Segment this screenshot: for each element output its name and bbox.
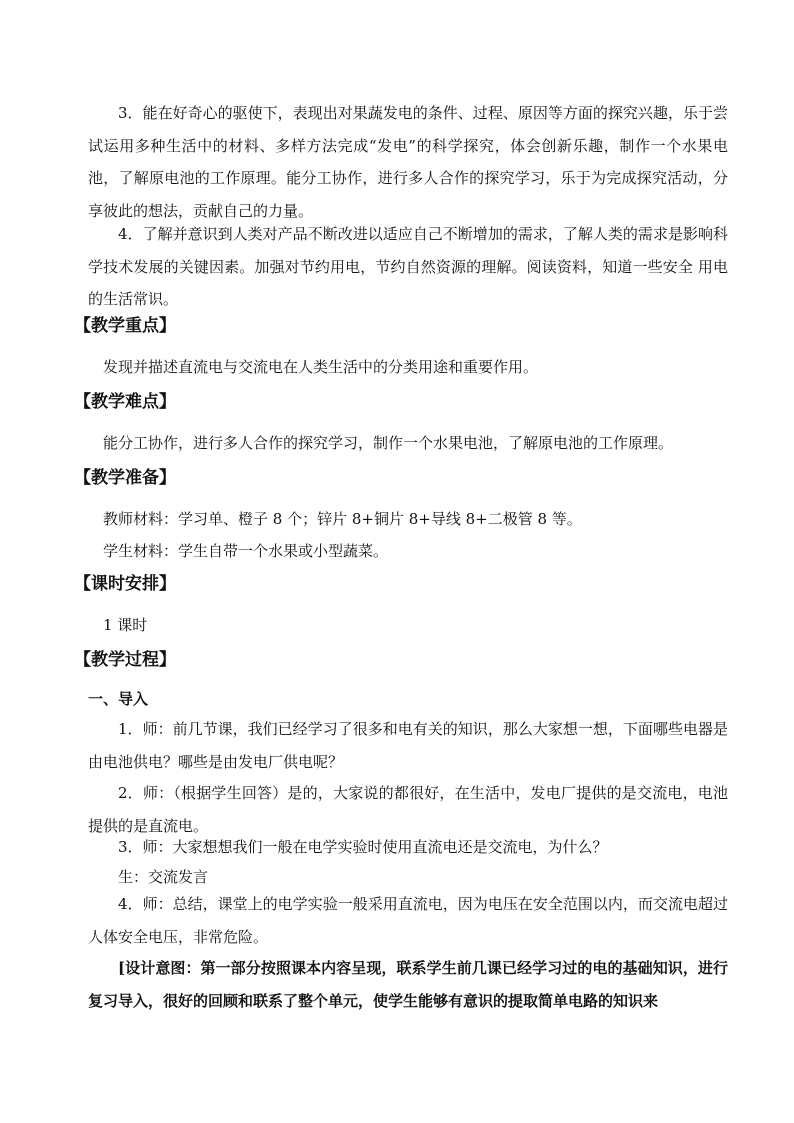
schedule-text: 1 课时 [103, 616, 148, 634]
student-response: 生：交流发言 [118, 868, 209, 886]
process-step-1: 1．师：前几节课，我们已经学习了很多和电有关的知识，那么大家想一想，下面哪些电器是由电池供电？哪些是由发电厂供电呢？ [88, 720, 728, 771]
objective-3: 3．能在好奇心的驱使下，表现出对果蔬发电的条件、过程、原因等方面的探究兴趣，乐于尝试运用多种生活中的材料、多样方法完成“发电”的科学探究，体会创新乐趣，制作一个水果电池，了解原电池的工作原理。能分工协作，进行多人合作的探究学习，乐于为完成探究活动，分享彼此的想法，贡献自己的力量。 [88, 104, 728, 220]
process-step-2: 2．师：（根据学生回答）是的，大家说的都很好，在生活中，发电厂提供的是交流电，电池提供的是直流电。 [88, 784, 728, 835]
process-step-3: 3．师：大家想想我们一般在电学实验时使用直流电还是交流电，为什么？ [118, 838, 608, 856]
objective-4: 4．了解并意识到人类对产品不断改进以适应自己不断增加的需求，了解人类的需求是影响科学技术发展的关键因素。加强对节约用电，节约自然资源的理解。阅读资料，知道一些安全 用电的生活常识。 [88, 225, 728, 308]
part1-title: 一、导入 [88, 690, 149, 708]
section-process-title: 【教学过程】 [74, 650, 176, 670]
section-preparation-title: 【教学准备】 [74, 468, 176, 488]
difficulties-text: 能分工协作，进行多人合作的探究学习，制作一个水果电池，了解原电池的工作原理。 [103, 434, 674, 452]
section-schedule-title: 【课时安排】 [74, 574, 176, 594]
section-difficulties-title: 【教学难点】 [74, 392, 176, 412]
process-step-4: 4．师：总结，课堂上的电学实验一般采用直流电，因为电压在安全范围以内，而交流电超过人体安全电压，非常危险。 [88, 895, 728, 946]
teacher-materials: 教师材料：学习单、橙子 8 个；锌片 8+铜片 8+导线 8+二极管 8 等。 [103, 510, 582, 528]
student-materials: 学生材料：学生自带一个水果或小型蔬菜。 [103, 542, 389, 560]
section-key-points-title: 【教学重点】 [74, 316, 176, 336]
design-intent: [设计意图：第一部分按照课本内容呈现，联系学生前几课已经学习过的电的基础知识，进行复习导入，很好的回顾和联系了整个单元，使学生能够有意识的提取简单电路的知识来 [88, 959, 728, 1010]
key-points-text: 发现并描述直流电与交流电在人类生活中的分类用途和重要作用。 [103, 358, 539, 376]
